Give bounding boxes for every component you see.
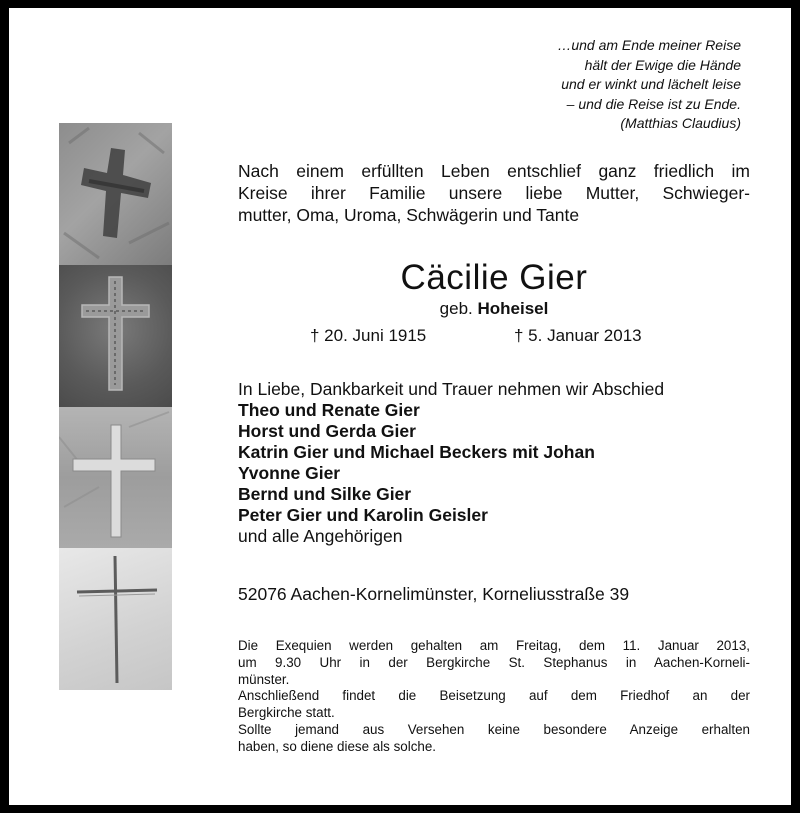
notice-line: Bergkirche statt.	[238, 705, 335, 721]
cross-panel-1	[59, 123, 172, 265]
family-name: Katrin Gier und Michael Beckers mit Johan	[238, 442, 595, 462]
family-name: Theo und Renate Gier	[238, 400, 420, 420]
mourners-lead: In Liebe, Dankbarkeit und Trauer nehmen wir Abschied	[238, 379, 665, 399]
mourners-closing: und alle Angehörigen	[238, 526, 403, 546]
birth-date: † 20. Juni 1915	[310, 326, 427, 345]
cross-image-strip	[59, 123, 172, 690]
family-name: Peter Gier und Karolin Geisler	[238, 505, 488, 525]
engraved-cross-icon	[59, 265, 172, 407]
birth-name: Hoheisel	[477, 299, 549, 318]
intro-line: Nach einem erfüllten Leben entschlief ganz friedlich im	[238, 161, 750, 181]
death-date: † 5. Januar 2013	[514, 326, 642, 345]
obituary-notice	[9, 8, 791, 805]
intro-text	[238, 160, 750, 226]
stone-cross-icon	[59, 123, 172, 265]
family-name: Horst und Gerda Gier	[238, 421, 416, 441]
cross-panel-2	[59, 265, 172, 407]
family-address: 52076 Aachen-Kornelimünster, Korneliusstraße 39	[238, 584, 630, 604]
poem-line: hält der Ewige die Hände	[584, 56, 741, 73]
birth-prefix: geb.	[439, 299, 473, 318]
notice-line: Sollte jemand aus Versehen keine besondere Anzeige erhalten	[238, 721, 750, 737]
cross-panel-3	[59, 407, 172, 549]
cross-panel-4	[59, 548, 172, 690]
light-cross-icon	[59, 407, 172, 549]
mourners-section	[238, 379, 758, 547]
notice-line: haben, so diene diese als solche.	[238, 738, 437, 754]
notice-line: Anschließend findet die Beisetzung auf dem Friedhof an der	[238, 688, 750, 704]
notice-line: Die Exequien werden gehalten am Freitag, dem 11. Januar 2013,	[238, 638, 750, 653]
intro-line: Kreise ihrer Familie unsere liebe Mutter, Schwieger-	[238, 183, 750, 203]
poem-author: (Matthias Claudius)	[620, 115, 741, 131]
poem-line: – und die Reise ist zu Ende.	[566, 95, 741, 112]
family-name: Yvonne Gier	[238, 463, 341, 483]
funeral-notice	[238, 638, 750, 756]
notice-line: um 9.30 Uhr in der Bergkirche St. Stephanus in Aachen-Korneli-	[238, 654, 750, 670]
poem-line: …und am Ende meiner Reise	[557, 37, 741, 53]
notice-line: münster.	[238, 671, 290, 687]
thin-cross-icon	[59, 548, 172, 690]
intro-line: mutter, Oma, Uroma, Schwägerin und Tante	[238, 205, 580, 225]
birth-name-line	[238, 299, 750, 319]
poem-quote	[341, 36, 741, 134]
poem-line: und er winkt und lächelt leise	[561, 76, 741, 92]
deceased-name: Cäcilie Gier	[400, 258, 588, 297]
family-name: Bernd und Silke Gier	[238, 484, 412, 504]
